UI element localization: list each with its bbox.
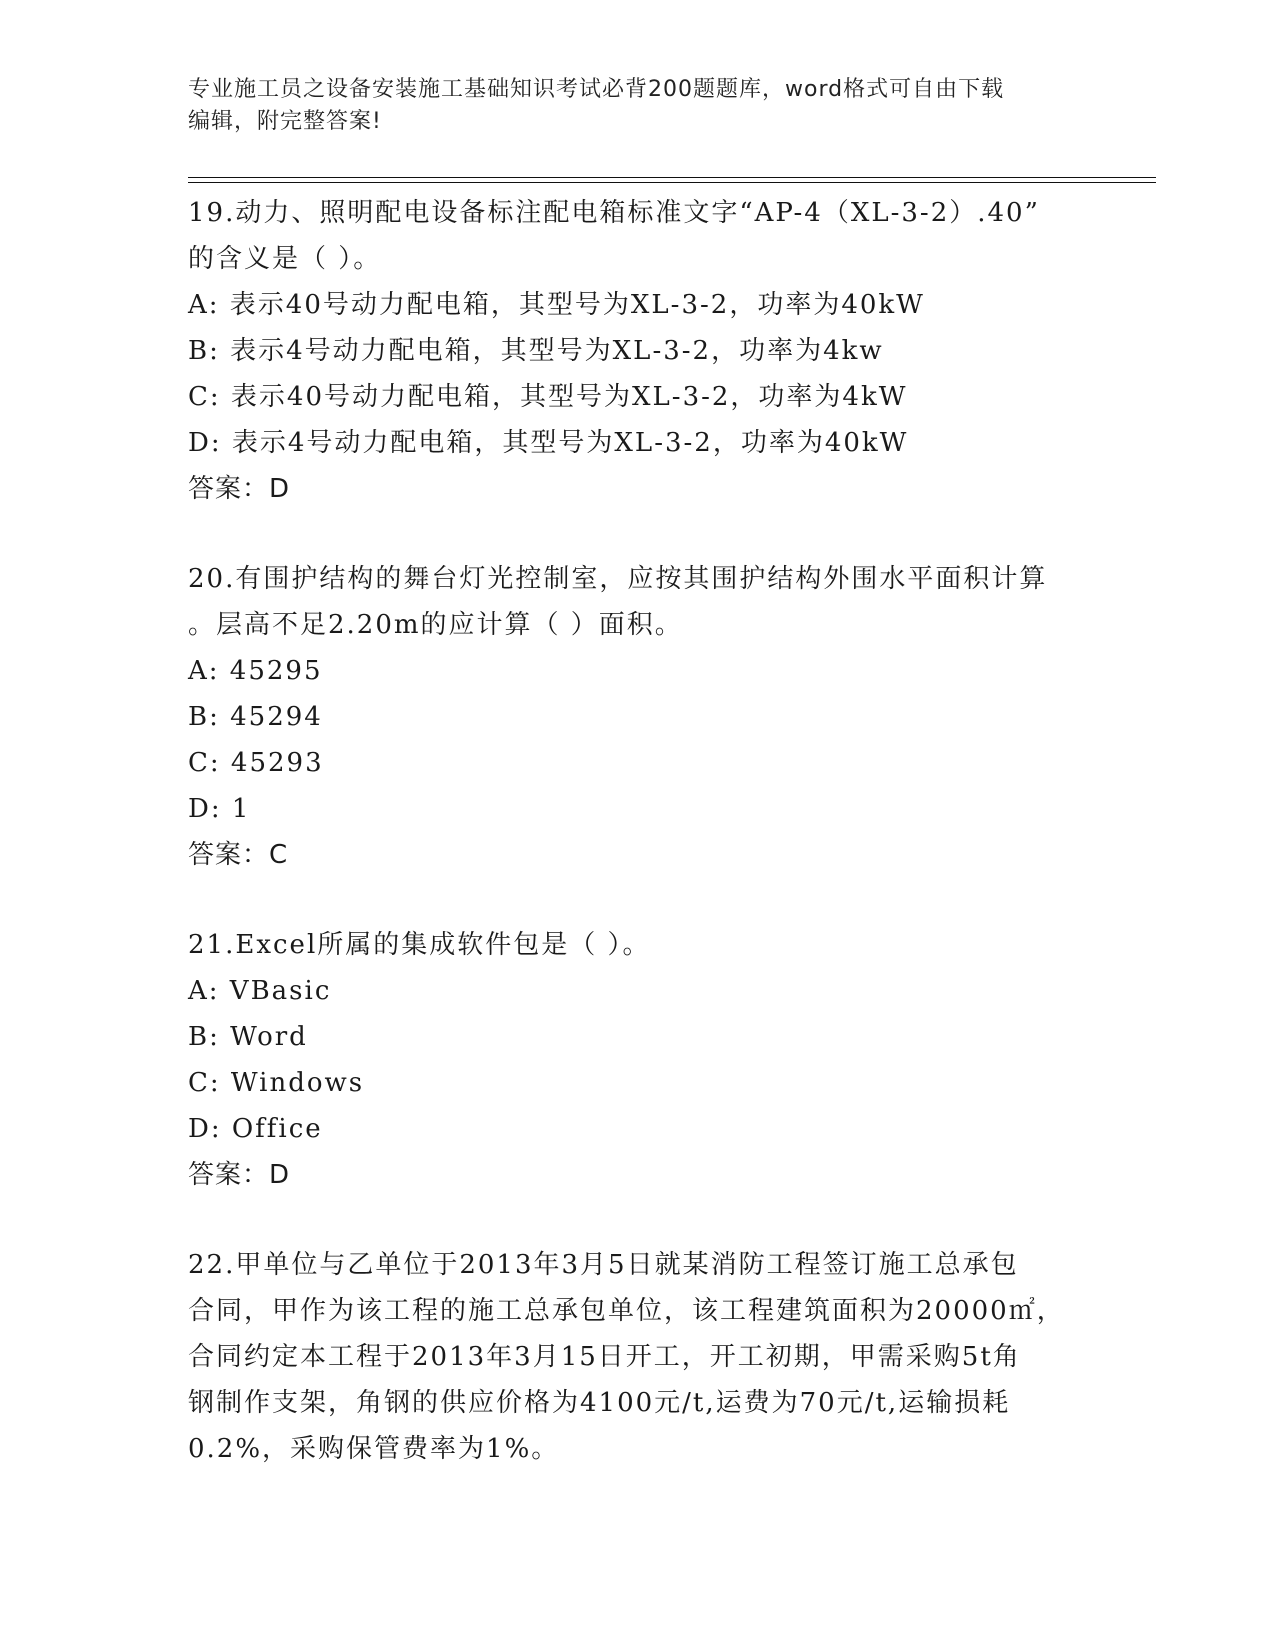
question-stem-line: 20.有围护结构的舞台灯光控制室，应按其围护结构外围水平面积计算 <box>188 564 1048 594</box>
question-21 <box>188 922 1088 1198</box>
header-line-2: 编辑，附完整答案! <box>188 109 382 134</box>
answer-line: 答案：C <box>188 840 289 870</box>
option-c: C: Windows <box>188 1068 365 1098</box>
header-line-1: 专业施工员之设备安装施工基础知识考试必背200题题库，word格式可自由下载 <box>188 77 1005 102</box>
spacer <box>188 512 1088 556</box>
option-a: A: 表示40号动力配电箱，其型号为XL-3-2，功率为40kW <box>188 290 925 320</box>
header-rule-top <box>188 177 1156 178</box>
spacer <box>188 1198 1088 1242</box>
question-stem-line: 的含义是（ ）。 <box>188 244 382 274</box>
question-stem-line: 合同，甲作为该工程的施工总承包单位，该工程建筑面积为20000㎡， <box>188 1296 1065 1326</box>
question-20 <box>188 556 1088 878</box>
option-a: A: VBasic <box>188 976 332 1006</box>
question-stem-line: 合同约定本工程于2013年3月15日开工，开工初期，甲需采购5t角 <box>188 1342 1021 1372</box>
header-rule-bottom <box>188 182 1156 183</box>
option-c: C: 45293 <box>188 748 324 778</box>
option-d: D: 表示4号动力配电箱，其型号为XL-3-2，功率为40kW <box>188 428 909 458</box>
question-stem-line: 22.甲单位与乙单位于2013年3月5日就某消防工程签订施工总承包 <box>188 1250 1019 1280</box>
question-19 <box>188 190 1088 512</box>
question-stem-line: 钢制作支架，角钢的供应价格为4100元/t,运费为70元/t,运输损耗 <box>188 1388 1011 1418</box>
question-stem-line: 21.Excel所属的集成软件包是（ ）。 <box>188 930 651 960</box>
answer-line: 答案：D <box>188 1160 291 1190</box>
question-stem-line: 0.2%，采购保管费率为1%。 <box>188 1434 560 1464</box>
answer-line: 答案：D <box>188 474 291 504</box>
document-header <box>188 74 1068 138</box>
option-d: D: Office <box>188 1114 323 1144</box>
option-b: B: Word <box>188 1022 308 1052</box>
question-stem-line: 。层高不足2.20m的应计算（ ）面积。 <box>188 610 683 640</box>
option-a: A: 45295 <box>188 656 323 686</box>
question-22 <box>188 1242 1088 1472</box>
question-stem-line: 19.动力、照明配电设备标注配电箱标准文字“AP-4（XL-3-2）.40” <box>188 198 1040 228</box>
option-c: C: 表示40号动力配电箱，其型号为XL-3-2，功率为4kW <box>188 382 908 412</box>
option-b: B: 45294 <box>188 702 323 732</box>
question-list <box>188 190 1088 1472</box>
spacer <box>188 878 1088 922</box>
option-b: B: 表示4号动力配电箱，其型号为XL-3-2，功率为4kw <box>188 336 884 366</box>
option-d: D: 1 <box>188 794 251 824</box>
